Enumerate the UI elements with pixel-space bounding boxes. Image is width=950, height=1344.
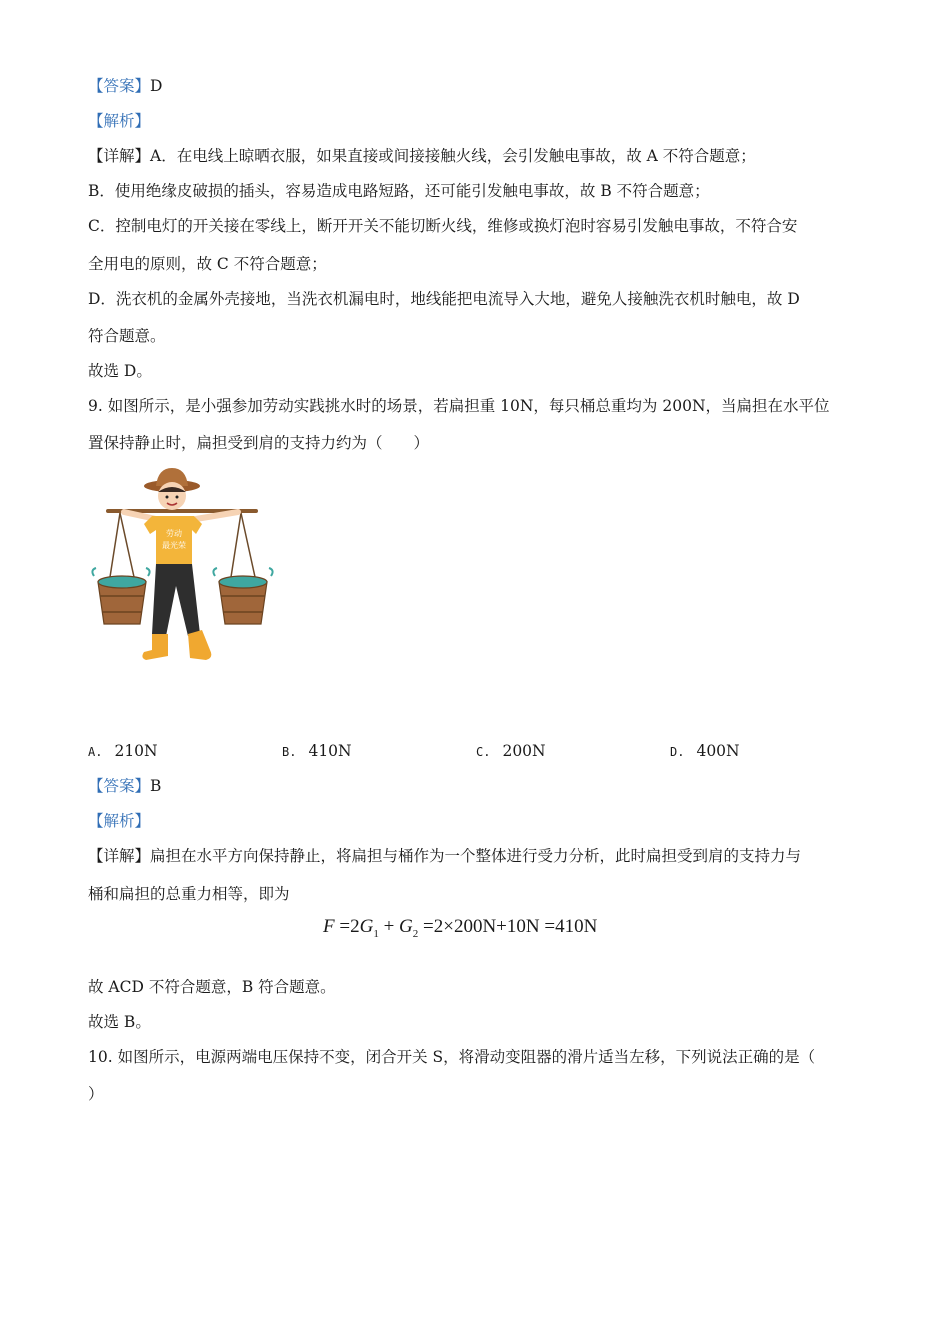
shirt-slogan: 劳动: [166, 529, 182, 538]
q8-analysis-tag: 【解析】: [88, 112, 151, 130]
answer-tag: 【答案】: [88, 777, 151, 795]
formula-plus: +: [378, 916, 400, 937]
q9-stem-line2: 置保持静止时，扁担受到肩的支持力约为（ ）: [88, 434, 430, 452]
formula-part: =2: [334, 916, 360, 937]
left-bucket: [92, 568, 149, 624]
q9-analysis-tag: 【解析】: [88, 812, 151, 830]
q9-detail-line1: [88, 846, 801, 866]
option-a[interactable]: [88, 741, 158, 762]
q8-detail-d1: D．洗衣机的金属外壳接地，当洗衣机漏电时，地线能把电流导入大地，避免人接触洗衣机时触电，故 D: [88, 290, 800, 308]
option-text: 200N: [502, 742, 546, 760]
q8-detail-a: [88, 146, 756, 166]
answer-value: B: [150, 777, 162, 795]
detail-tag: 【详解】: [88, 147, 151, 165]
formula-sub1: 1: [373, 927, 379, 940]
q10-stem-line2: ）: [88, 1085, 104, 1103]
q9-conclusion: 故选 B。: [88, 1013, 151, 1031]
water-carrier-illustration: [88, 464, 278, 674]
formula-sub2: 2: [412, 927, 419, 940]
option-text: 400N: [696, 742, 740, 760]
option-letter: D.: [670, 745, 685, 759]
q9-acd-line: 故 ACD 不符合题意，B 符合题意。: [88, 978, 336, 996]
answer-tag: 【答案】: [88, 77, 151, 95]
q8-detail-c1: C．控制电灯的开关接在零线上，断开开关不能切断火线，维修或换灯泡时容易引发触电事故，不符合安: [88, 217, 798, 235]
option-b[interactable]: [282, 741, 352, 762]
q8-detail-b: B．使用绝缘皮破损的插头，容易造成电路短路，还可能引发触电事故，故 B 不符合题意；: [88, 182, 710, 200]
right-bucket: [213, 568, 272, 624]
detail-text: A．在电线上晾晒衣服，如果直接或间接接触火线，会引发触电事故，故 A 不符合题意；: [150, 147, 756, 165]
detail-tag: 【详解】: [88, 847, 151, 865]
option-d[interactable]: [670, 741, 740, 762]
q9-detail-line2: 桶和扁担的总重力相等，即为: [88, 885, 290, 903]
option-letter: A.: [88, 745, 103, 759]
option-text: 210N: [114, 742, 158, 760]
option-letter: C.: [476, 745, 491, 759]
shirt-slogan-2: 最光荣: [162, 541, 186, 550]
force-formula: [323, 916, 597, 940]
q8-answer-line: [88, 76, 162, 96]
formula-G2: G: [399, 916, 413, 937]
formula-G1: G: [359, 916, 374, 937]
q10-stem-line1: 10. 如图所示，电源两端电压保持不变，闭合开关 S，将滑动变阻器的滑片适当左移，下列说法正确的是（: [88, 1048, 816, 1066]
person: [124, 468, 238, 660]
q8-detail-d2: 符合题意。: [88, 327, 166, 345]
formula-rest: =2×200N+10N =410N: [418, 916, 598, 937]
detail-text: 扁担在水平方向保持静止，将扁担与桶作为一个整体进行受力分析，此时扁担受到肩的支持力与: [150, 847, 802, 865]
option-text: 410N: [308, 742, 352, 760]
option-letter: B.: [282, 745, 297, 759]
q9-stem-line1: 9. 如图所示，是小强参加劳动实践挑水时的场景，若扁担重 10N，每只桶总重均为 200N，当扁担在水平位: [88, 397, 830, 415]
q8-conclusion: 故选 D。: [88, 362, 152, 380]
option-c[interactable]: [476, 741, 546, 762]
q8-detail-c2: 全用电的原则，故 C 不符合题意；: [88, 255, 327, 273]
answer-value: D: [150, 77, 163, 95]
formula-F: F: [323, 916, 335, 937]
q9-answer-line: [88, 776, 161, 796]
